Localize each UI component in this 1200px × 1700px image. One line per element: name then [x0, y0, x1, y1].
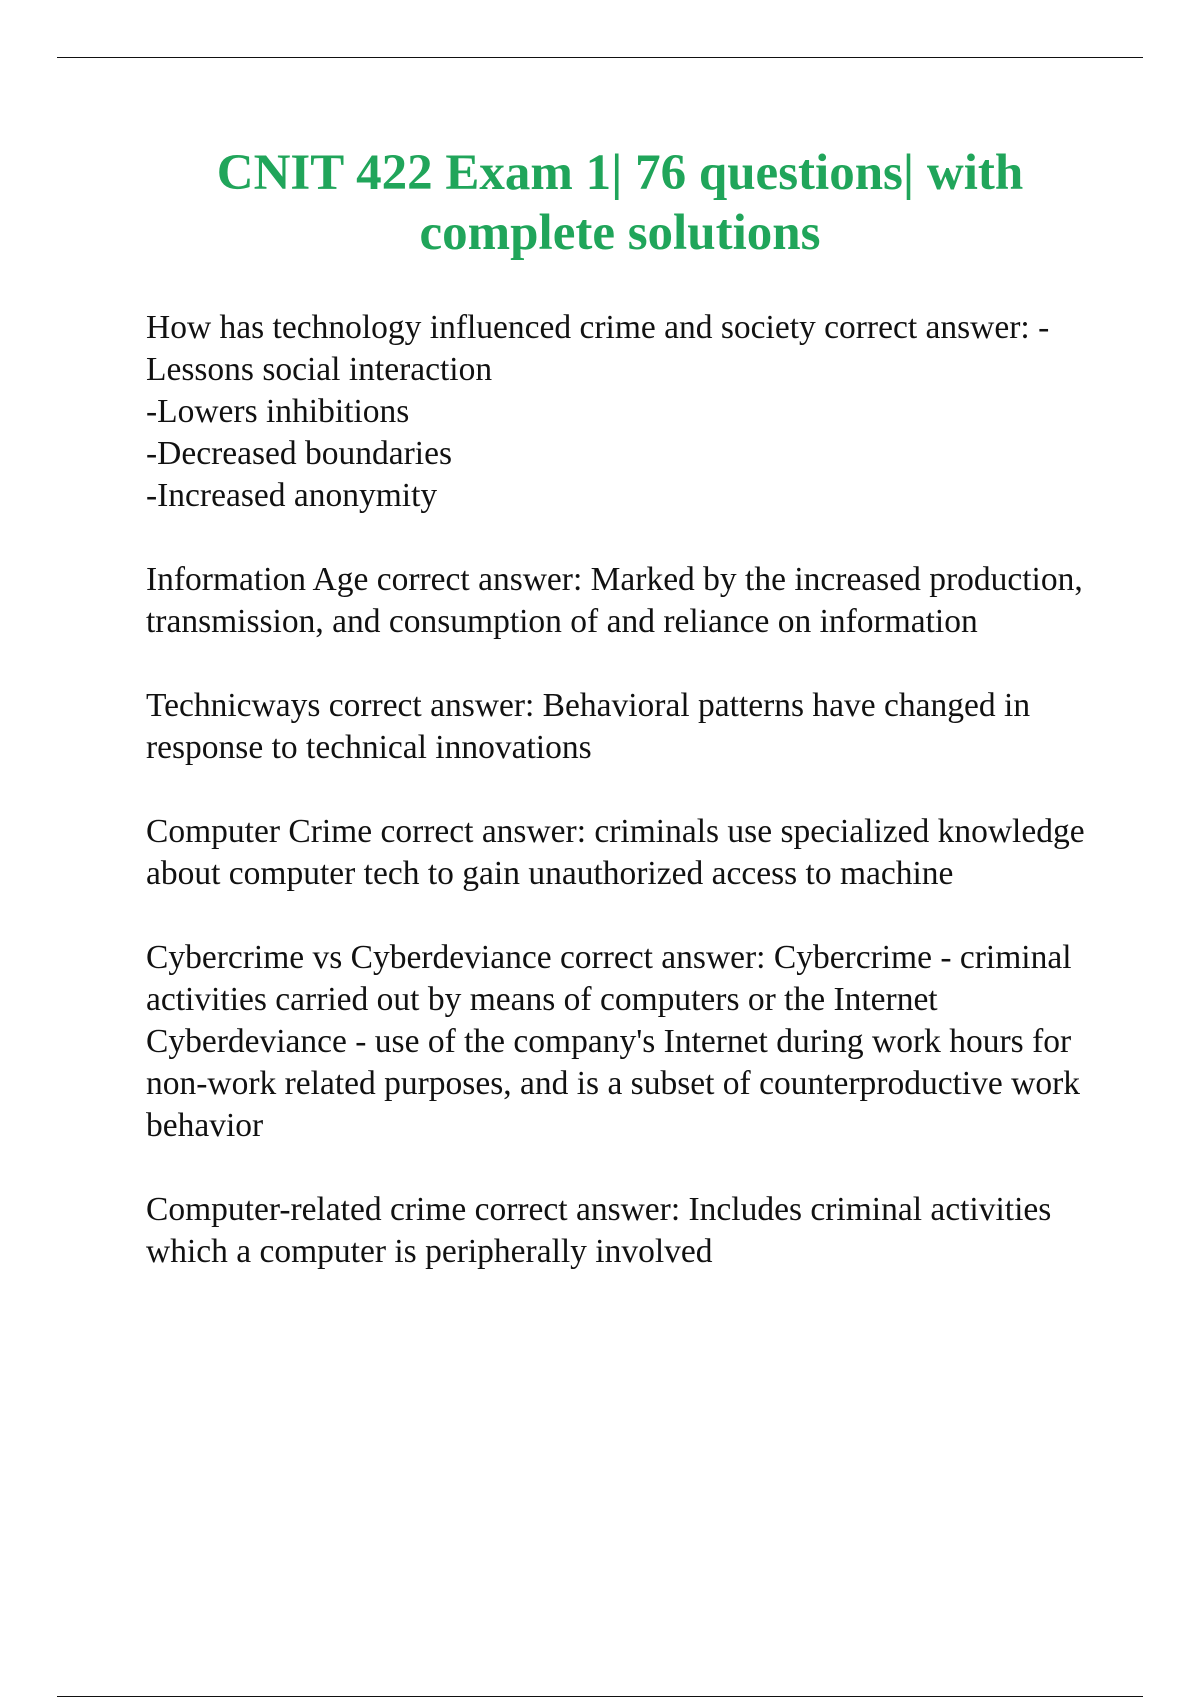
qa-entry-cybercrime-vs-cyberdeviance: Cybercrime vs Cyberdeviance correct answer: Cybercrime - criminal activities carried out by means of computers or the Internet Cyberdeviance - use of the company's Internet during work hours for non-work related purposes, and is a subset of counterproductive work behavior — [146, 939, 1081, 1144]
bottom-rule — [57, 1696, 1143, 1697]
document-title: CNIT 422 Exam 1| 76 questions| with complete solutions — [216, 145, 1024, 261]
top-rule — [57, 57, 1143, 58]
qa-entry-computer-crime: Computer Crime correct answer: criminals use specialized knowledge about computer tech to gain unauthorized access to machine — [146, 813, 1085, 892]
qa-entry-technology-crime: How has technology influenced crime and society correct answer: -Lessons social interaction -Lowers inhibitions -Decreased boundaries -Increased anonymity — [146, 309, 1050, 514]
qa-entry-technicways: Technicways correct answer: Behavioral patterns have changed in response to technical innovations — [146, 687, 1031, 766]
qa-entry-computer-related-crime: Computer-related crime correct answer: Includes criminal activities which a computer is peripherally involved — [146, 1191, 1052, 1270]
qa-entry-information-age: Information Age correct answer: Marked by the increased production, transmission, and consumption of and reliance on information — [146, 561, 1083, 640]
qa-list — [146, 307, 1106, 1315]
